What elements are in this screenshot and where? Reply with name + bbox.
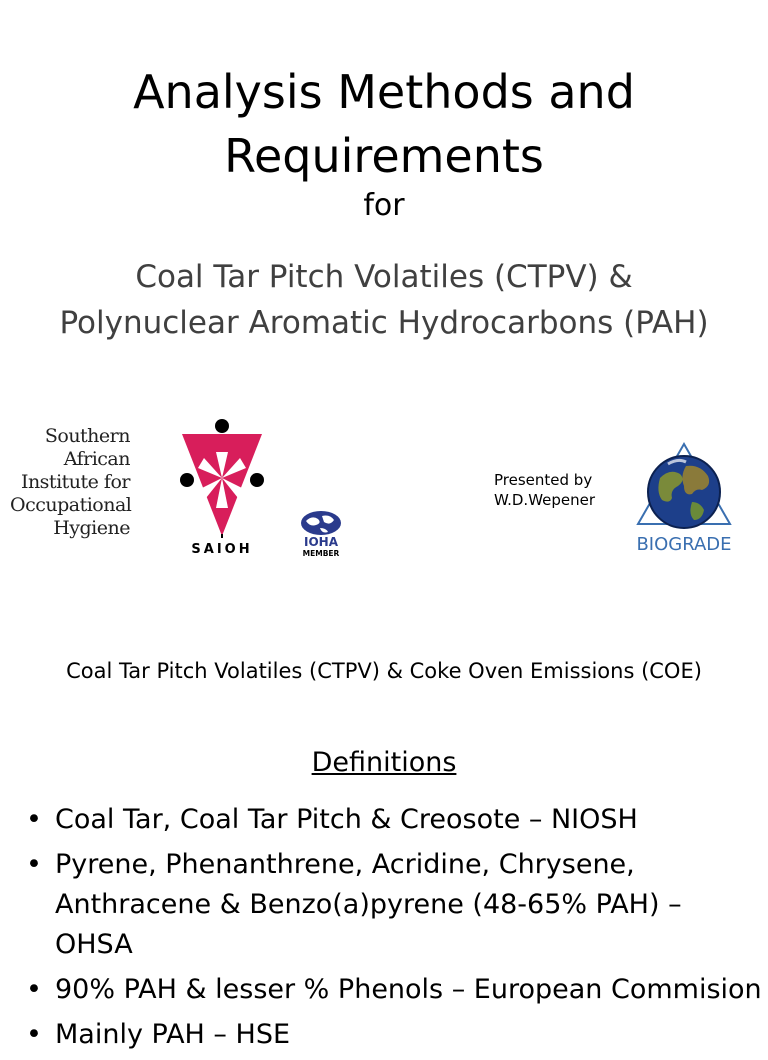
presenter-name: W.D.Wepener (494, 491, 596, 509)
list-item (26, 970, 766, 1010)
biograde-logo-icon (634, 440, 734, 558)
saioh-text-line: Institute for (20, 471, 130, 493)
list-item-text: Coal Tar, Coal Tar Pitch & Creosote – NIOSH (55, 804, 638, 835)
ioha-member-label: MEMBER (302, 549, 340, 558)
saioh-logo-icon (176, 416, 268, 558)
list-item (26, 800, 766, 840)
saioh-label: SAIOH (191, 542, 253, 557)
bullet-icon: • (26, 849, 42, 880)
saioh-text-line: Southern (44, 425, 130, 447)
slide-for: for (363, 188, 405, 223)
coe-heading: Coal Tar Pitch Volatiles (CTPV) & Coke Oven Emissions (COE) (66, 659, 702, 683)
saioh-wordmark (10, 425, 130, 540)
list-item (26, 1015, 766, 1055)
list-item (26, 845, 766, 965)
saioh-text-line: Occupational (10, 494, 132, 516)
list-item-text: Mainly PAH – HSE (55, 1019, 291, 1050)
presenter-info (494, 470, 595, 510)
list-item-text: 90% PAH & lesser % Phenols – European Commision (55, 974, 762, 1005)
bullet-icon: • (26, 1019, 42, 1050)
presenter-line-1: Presented by (494, 471, 593, 489)
saioh-text-line: Hygiene (53, 517, 130, 539)
ioha-logo-icon (298, 510, 344, 558)
bullet-icon: • (26, 974, 42, 1005)
saioh-text-line: African (63, 448, 130, 470)
slide-subtitle (0, 254, 768, 346)
definitions-heading: Definitions (311, 747, 457, 778)
ioha-label: IOHA (304, 535, 338, 549)
bullet-icon: • (26, 804, 42, 835)
subtitle-line-1: Coal Tar Pitch Volatiles (CTPV) & (135, 259, 633, 295)
biograde-label: BIOGRADE (636, 534, 732, 555)
subtitle-line-2: Polynuclear Aromatic Hydrocarbons (PAH) (59, 305, 709, 341)
definitions-list (26, 800, 766, 1060)
slide-title: Analysis Methods and Requirements (133, 65, 635, 183)
list-item-text: Pyrene, Phenanthrene, Acridine, Chrysene, Anthracene & Benzo(a)pyrene (48-65% PAH) – OHSA (55, 849, 682, 960)
